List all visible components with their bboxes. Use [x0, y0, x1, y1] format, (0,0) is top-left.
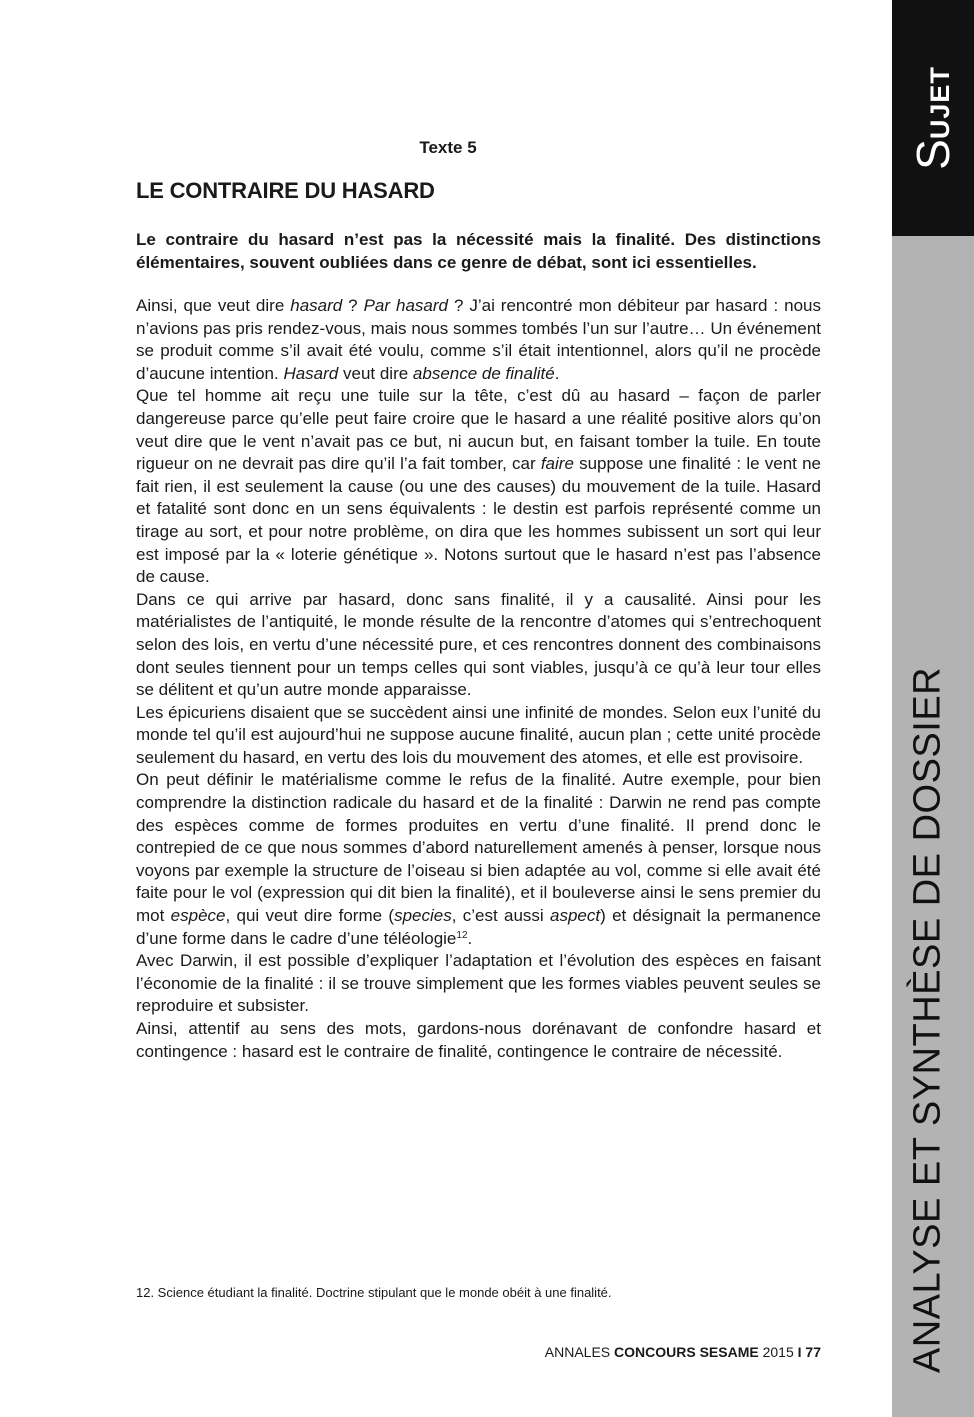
sujet-rest: UJET [925, 66, 955, 140]
footer-concours: CONCOURS SESAME [614, 1344, 759, 1360]
footer-year: 2015 [762, 1344, 794, 1360]
paragraph-5: On peut définir le matérialisme comme le refus de la finalité. Autre exemple, pour bien comprendre la distinction radicale du hasard et de la finalité : Darwin ne rend pas compte des espèces comme de formes produites en vertu d’une finalité. Il prend donc le contrepied de ce que nous sommes d’abord naturellement amenés à penser, lorsque nous voyons par exemple la structure de l’oiseau si bien adaptée au vol, comme si elle avait été faite pour le vol (expression qui dit bien la finalité), et il bouleverse ainsi le sens premier du mot espèce, qui veut dire forme (species, c’est aussi aspect) et désignait la permanence d’une forme dans le cadre d’une téléologie$^{12}$. [136, 770, 821, 948]
paragraph-1: Ainsi, que veut dire hasard ? Par hasard ? J’ai rencontré mon débiteur par hasard : nous n’avions pas pris rendez-vous, mais nous sommes tombés l’un sur l’autre… Un événement se produit comme s’il avait été voulu, comme s’il était intentionnel, alors qu’il ne procède d’aucune intention. Hasard veut dire absence de finalité. [136, 296, 821, 383]
footer-annales: ANNALES [544, 1344, 611, 1360]
paragraph-6: Avec Darwin, il est possible d’expliquer l’adaptation et l’évolution des espèces en faisant l’économie de la finalité : il se trouve simplement que les formes viables peuvent seules se reproduire et subsister. [136, 951, 821, 1016]
page-number: 77 [805, 1344, 821, 1360]
body-text [136, 295, 821, 1063]
sidebar-sujet-label [907, 66, 959, 170]
paragraph-2: Que tel homme ait reçu une tuile sur la tête, c’est dû au hasard – façon de parler dangereuse parce qu’elle peut faire croire que le hasard a une réalité positive alors qu’on veut dire que le vent n’avait pas ce but, ni aucun but, en faisant tomber la tuile. En toute rigueur on ne devrait pas dire qu’il l’a fait tomber, car faire suppose une finalité : le vent ne fait rien, il est seulement la cause (ou une des causes) du mouvement de la tuile. Hasard et fatalité sont donc en un sens équivalents : le destin est parfois représenté comme un tirage au sort, et pour notre problème, on dira que les hommes subissent un sort qui leur est imposé par la « loterie génétique ». Notons surtout que le hasard n’est pas l’absence de cause. [136, 386, 821, 587]
footnote-ref: 12 [456, 929, 468, 941]
footnote: 12. Science étudiant la finalité. Doctrine stipulant que le monde obéit à une finalité. [136, 1285, 612, 1300]
sidebar-section-label: ANALYSE ET SYNTHÈSE DE DOSSIER [906, 666, 949, 1374]
page-title: LE CONTRAIRE DU HASARD [136, 178, 435, 203]
paragraph-4: Les épicuriens disaient que se succèdent ainsi une infinité de mondes. Selon eux l’unité du monde tel qu’il est aujourd’hui ne suppose aucune finalité, aucun plan ; cette unité procède seulement du hasard, en vertu des lois du mouvement des atomes, et elle est provisoire. [136, 702, 821, 767]
page-footer [545, 1344, 821, 1360]
paragraph-7: Ainsi, attentif au sens des mots, gardons-nous dorénavant de confondre hasard et contingence : hasard est le contraire de finalité, contingence le contraire de nécessité. [136, 1019, 821, 1061]
footer-separator: I [797, 1344, 802, 1360]
text-number-label: Texte 5 [419, 138, 477, 157]
intro-paragraph: Le contraire du hasard n’est pas la nécessité mais la finalité. Des distinctions élémentaires, souvent oubliées dans ce genre de débat, sont ici essentielles. [136, 230, 821, 272]
paragraph-3: Dans ce qui arrive par hasard, donc sans finalité, il y a causalité. Ainsi pour les matérialistes de l’antiquité, le monde résulte de la rencontre d’atomes qui s’entrechoquent selon des lois, en vertu d’une nécessité pure, et ces rencontres donnent des combinaisons dont seules tiennent pour un temps celles qui sont viables, jusqu’à ce qu’à leur tour elles se délitent et qu’un autre monde apparaisse. [136, 589, 821, 700]
sujet-initial: S [907, 139, 959, 170]
